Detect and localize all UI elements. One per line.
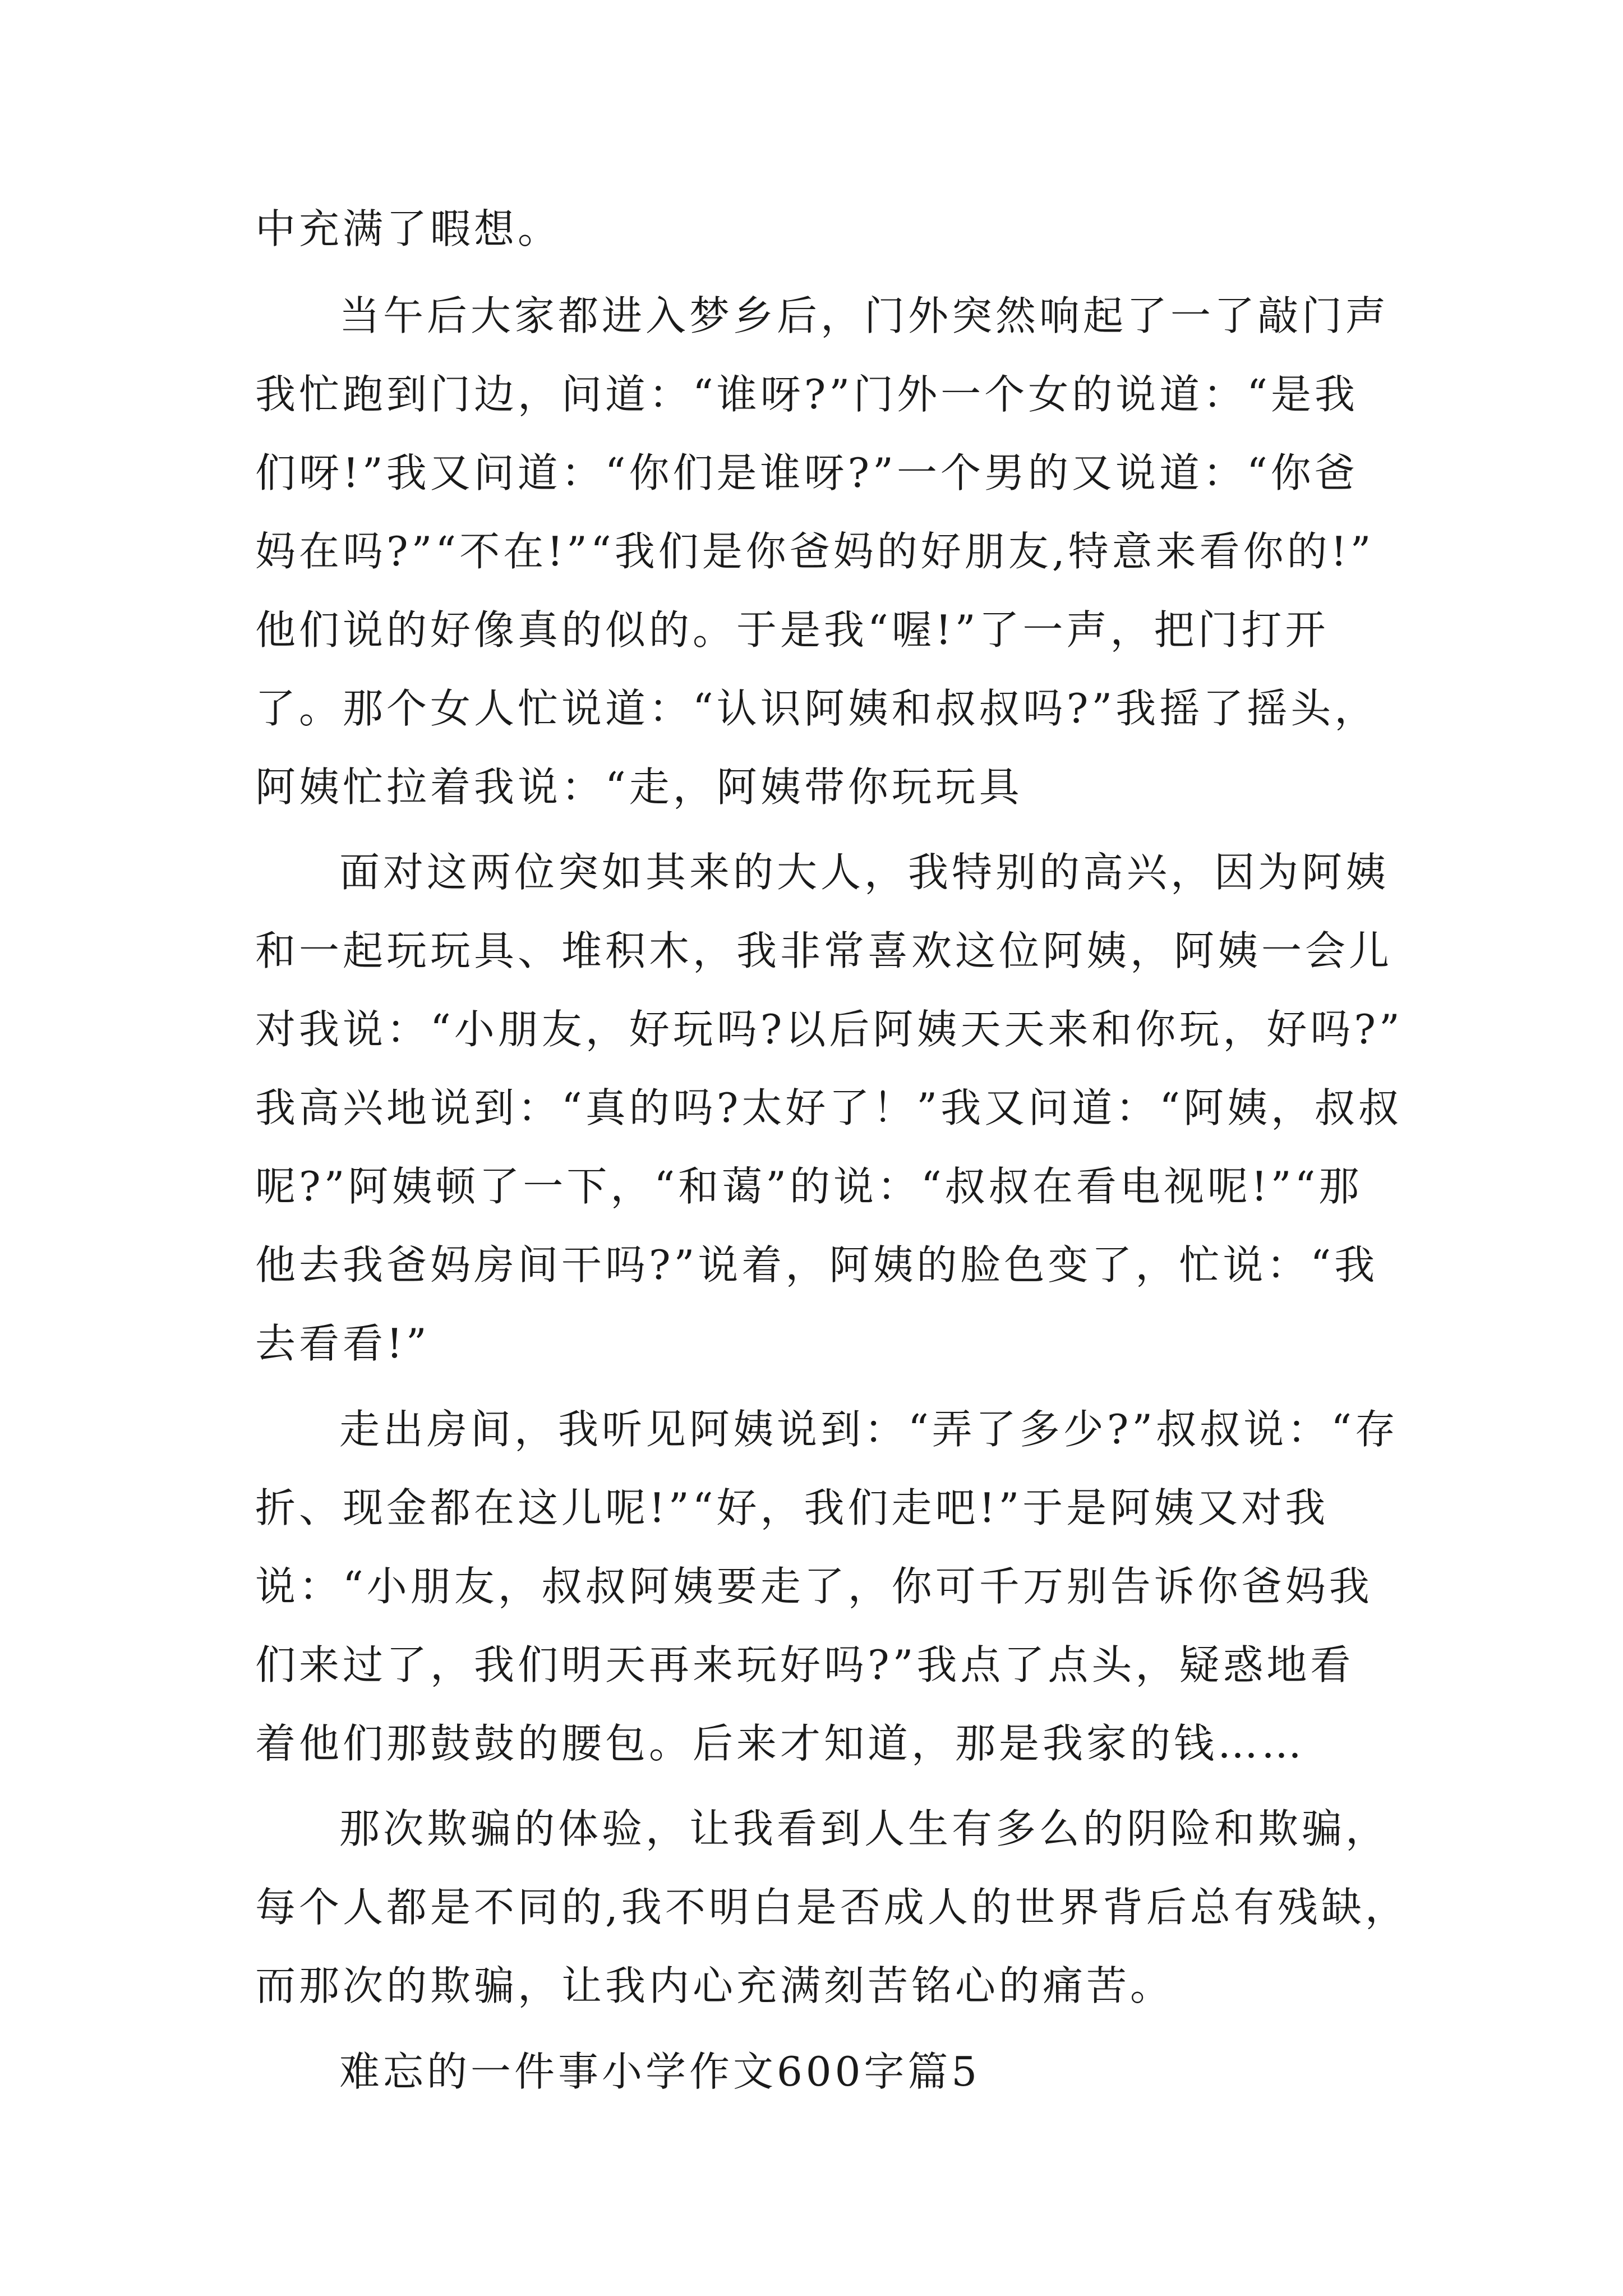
text-line: 他们说的好像真的似的。于是我“喔!”了一声，把门打开 xyxy=(255,606,1329,654)
text-line: 着他们那鼓鼓的腰包。后来才知道，那是我家的钱…… xyxy=(255,1720,1306,1767)
text-line: 对我说：“小朋友，好玩吗?以后阿姨天天来和你玩，好吗?” xyxy=(255,1006,1403,1053)
text-line: 那次欺骗的体验，让我看到人生有多么的阴险和欺骗， xyxy=(339,1805,1390,1852)
section-heading: 难忘的一件事小学作文600字篇5 xyxy=(339,2048,981,2095)
text-line: 他去我爸妈房间干吗?”说着，阿姨的脸色变了，忙说：“我 xyxy=(255,1241,1378,1289)
text-line: 了。那个女人忙说道：“认识阿姨和叔叔吗?”我摇了摇头， xyxy=(255,685,1378,732)
text-line: 阿姨忙拉着我说：“走，阿姨带你玩玩具 xyxy=(255,763,1023,811)
text-line: 而那次的欺骗，让我内心充满刻苦铭心的痛苦。 xyxy=(255,1962,1174,2009)
text-line: 和一起玩玩具、堆积木，我非常喜欢这位阿姨，阿姨一会儿 xyxy=(255,927,1393,974)
text-line: 折、现金都在这儿呢!”“好，我们走吧!”于是阿姨又对我 xyxy=(255,1484,1329,1531)
text-line: 每个人都是不同的,我不明白是否成人的世界背后总有残缺， xyxy=(255,1884,1409,1931)
text-line: 我高兴地说到：“真的吗?太好了！”我又问道：“阿姨，叔叔 xyxy=(255,1084,1403,1131)
text-line: 们呀!”我又问道：“你们是谁呀?”一个男的又说道：“你爸 xyxy=(255,449,1358,496)
text-line: 们来过了，我们明天再来玩好吗?”我点了点头，疑惑地看 xyxy=(255,1641,1354,1688)
text-line: 面对这两位突如其来的大人，我特别的高兴，因为阿姨 xyxy=(339,849,1390,896)
text-line: 走出房间，我听见阿姨说到：“弄了多少?”叔叔说：“存 xyxy=(339,1406,1399,1453)
text-line: 中充满了暇想。 xyxy=(255,205,562,252)
text-line: 呢?”阿姨顿了一下，“和蔼”的说：“叔叔在看电视呢!”“那 xyxy=(255,1163,1363,1210)
text-line: 妈在吗?”“不在!”“我们是你爸妈的好朋友,特意来看你的!” xyxy=(255,528,1375,575)
text-line: 当午后大家都进入梦乡后，门外突然响起了一了敲门声 xyxy=(339,292,1390,339)
text-line: 我忙跑到门边，问道：“谁呀?”门外一个女的说道：“是我 xyxy=(255,371,1359,418)
text-line: 去看看!” xyxy=(255,1320,430,1367)
text-line: 说：“小朋友，叔叔阿姨要走了，你可千万别告诉你爸妈我 xyxy=(255,1563,1373,1610)
